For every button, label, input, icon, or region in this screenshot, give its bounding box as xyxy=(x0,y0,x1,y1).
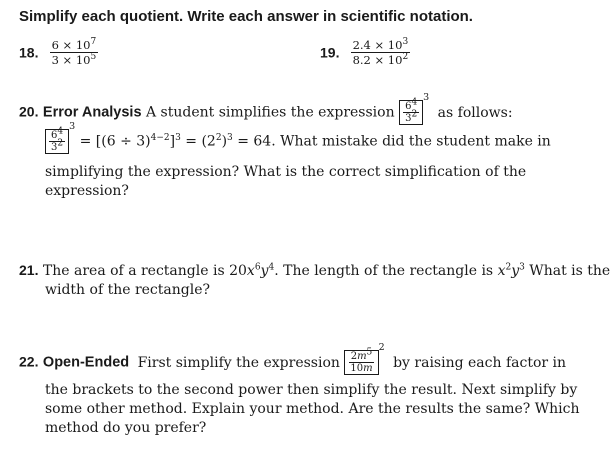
fraction-denominator: 10 xyxy=(350,363,364,374)
problem-20-line1 xyxy=(19,92,513,125)
exponent: 2 xyxy=(505,262,512,273)
bracket-expression xyxy=(344,347,378,375)
exponent: 4 xyxy=(268,262,275,273)
exponent: 6 xyxy=(254,262,261,273)
outer-exponent: 3 xyxy=(423,92,430,103)
problem-22-line1 xyxy=(19,342,567,375)
problem-22-line4: method do you prefer? xyxy=(45,420,207,436)
denominator: 3 × 10 xyxy=(51,53,91,67)
equation-text: ] xyxy=(169,133,176,150)
problem-19 xyxy=(320,38,410,67)
fraction-numerator: 6 xyxy=(405,101,412,112)
bracket-expression xyxy=(45,126,69,154)
denominator-exponent: 2 xyxy=(57,138,64,149)
problem-text: . The length of the rectangle is xyxy=(274,263,498,279)
denominator-exponent: 5 xyxy=(90,52,97,63)
outer-exponent: 3 xyxy=(69,121,76,132)
problem-20-line2 xyxy=(45,121,551,154)
variable: m xyxy=(357,351,367,362)
quotient-fraction xyxy=(351,38,411,67)
variable: y xyxy=(511,263,520,279)
equation-text: = [(6 ÷ 3) xyxy=(79,133,151,150)
problem-text: = 64. What mistake did the student make in xyxy=(232,133,551,150)
quotient-fraction xyxy=(50,38,99,67)
variable: x xyxy=(497,263,506,279)
exponent: 3 xyxy=(175,132,181,143)
problem-text: A student simplifies the expression xyxy=(145,104,395,121)
numerator: 6 × 10 xyxy=(51,38,91,52)
denominator-exponent: 2 xyxy=(411,109,418,120)
problem-text: The area of a rectangle is 20 xyxy=(42,263,247,279)
denominator: 8.2 × 10 xyxy=(352,53,403,67)
section-heading: Simplify each quotient. Write each answer in scientific notation. xyxy=(19,8,473,25)
exponent: 4−2 xyxy=(150,132,170,143)
problem-number: 22. xyxy=(19,353,39,370)
problem-21-line2: width of the rectangle? xyxy=(45,282,210,298)
equation-text: ) xyxy=(221,133,228,150)
variable: y xyxy=(260,263,269,279)
outer-exponent: 2 xyxy=(378,342,385,353)
numerator-exponent: 3 xyxy=(402,37,409,48)
exponent: 3 xyxy=(227,132,233,143)
problem-number: 18. xyxy=(19,44,39,61)
problem-text: by raising each factor in xyxy=(393,354,567,371)
problem-22-line2: the brackets to the second power then simplify the result. Next simplify by xyxy=(45,382,578,398)
numerator-exponent: 7 xyxy=(90,37,97,48)
problem-20-line3: simplifying the expression? What is the correct simplification of the xyxy=(45,164,527,180)
problem-text: as follows: xyxy=(437,104,513,121)
numerator-exponent: 5 xyxy=(366,347,373,358)
exponent: 2 xyxy=(215,132,222,143)
problem-number: 20. xyxy=(19,103,39,120)
bracket-expression xyxy=(399,97,423,125)
problem-20-line4: expression? xyxy=(45,183,129,199)
problem-title: Error Analysis xyxy=(42,104,142,121)
fraction-denominator: 3 xyxy=(405,113,412,124)
exponent: 3 xyxy=(519,262,525,273)
fraction-denominator: 3 xyxy=(51,142,58,153)
fraction-numerator: 2 xyxy=(350,351,358,362)
variable: x xyxy=(246,263,255,279)
variable: m xyxy=(363,363,373,374)
problem-18 xyxy=(19,38,98,67)
problem-21-line1 xyxy=(19,260,610,281)
numerator-exponent: 4 xyxy=(57,126,64,137)
problem-number: 19. xyxy=(320,44,340,61)
problem-title: Open-Ended xyxy=(42,354,130,371)
numerator-exponent: 4 xyxy=(411,97,418,108)
problem-22-line3: some other method. Explain your method. Are the results the same? Which xyxy=(45,401,580,417)
numerator: 2.4 × 10 xyxy=(352,38,403,52)
fraction-numerator: 6 xyxy=(51,130,58,141)
problem-text: First simplify the expression xyxy=(137,354,340,371)
problem-number: 21. xyxy=(19,262,39,278)
equation-text: = (2 xyxy=(180,133,216,150)
problem-text: What is the xyxy=(524,263,610,279)
denominator-exponent: 2 xyxy=(402,52,409,63)
